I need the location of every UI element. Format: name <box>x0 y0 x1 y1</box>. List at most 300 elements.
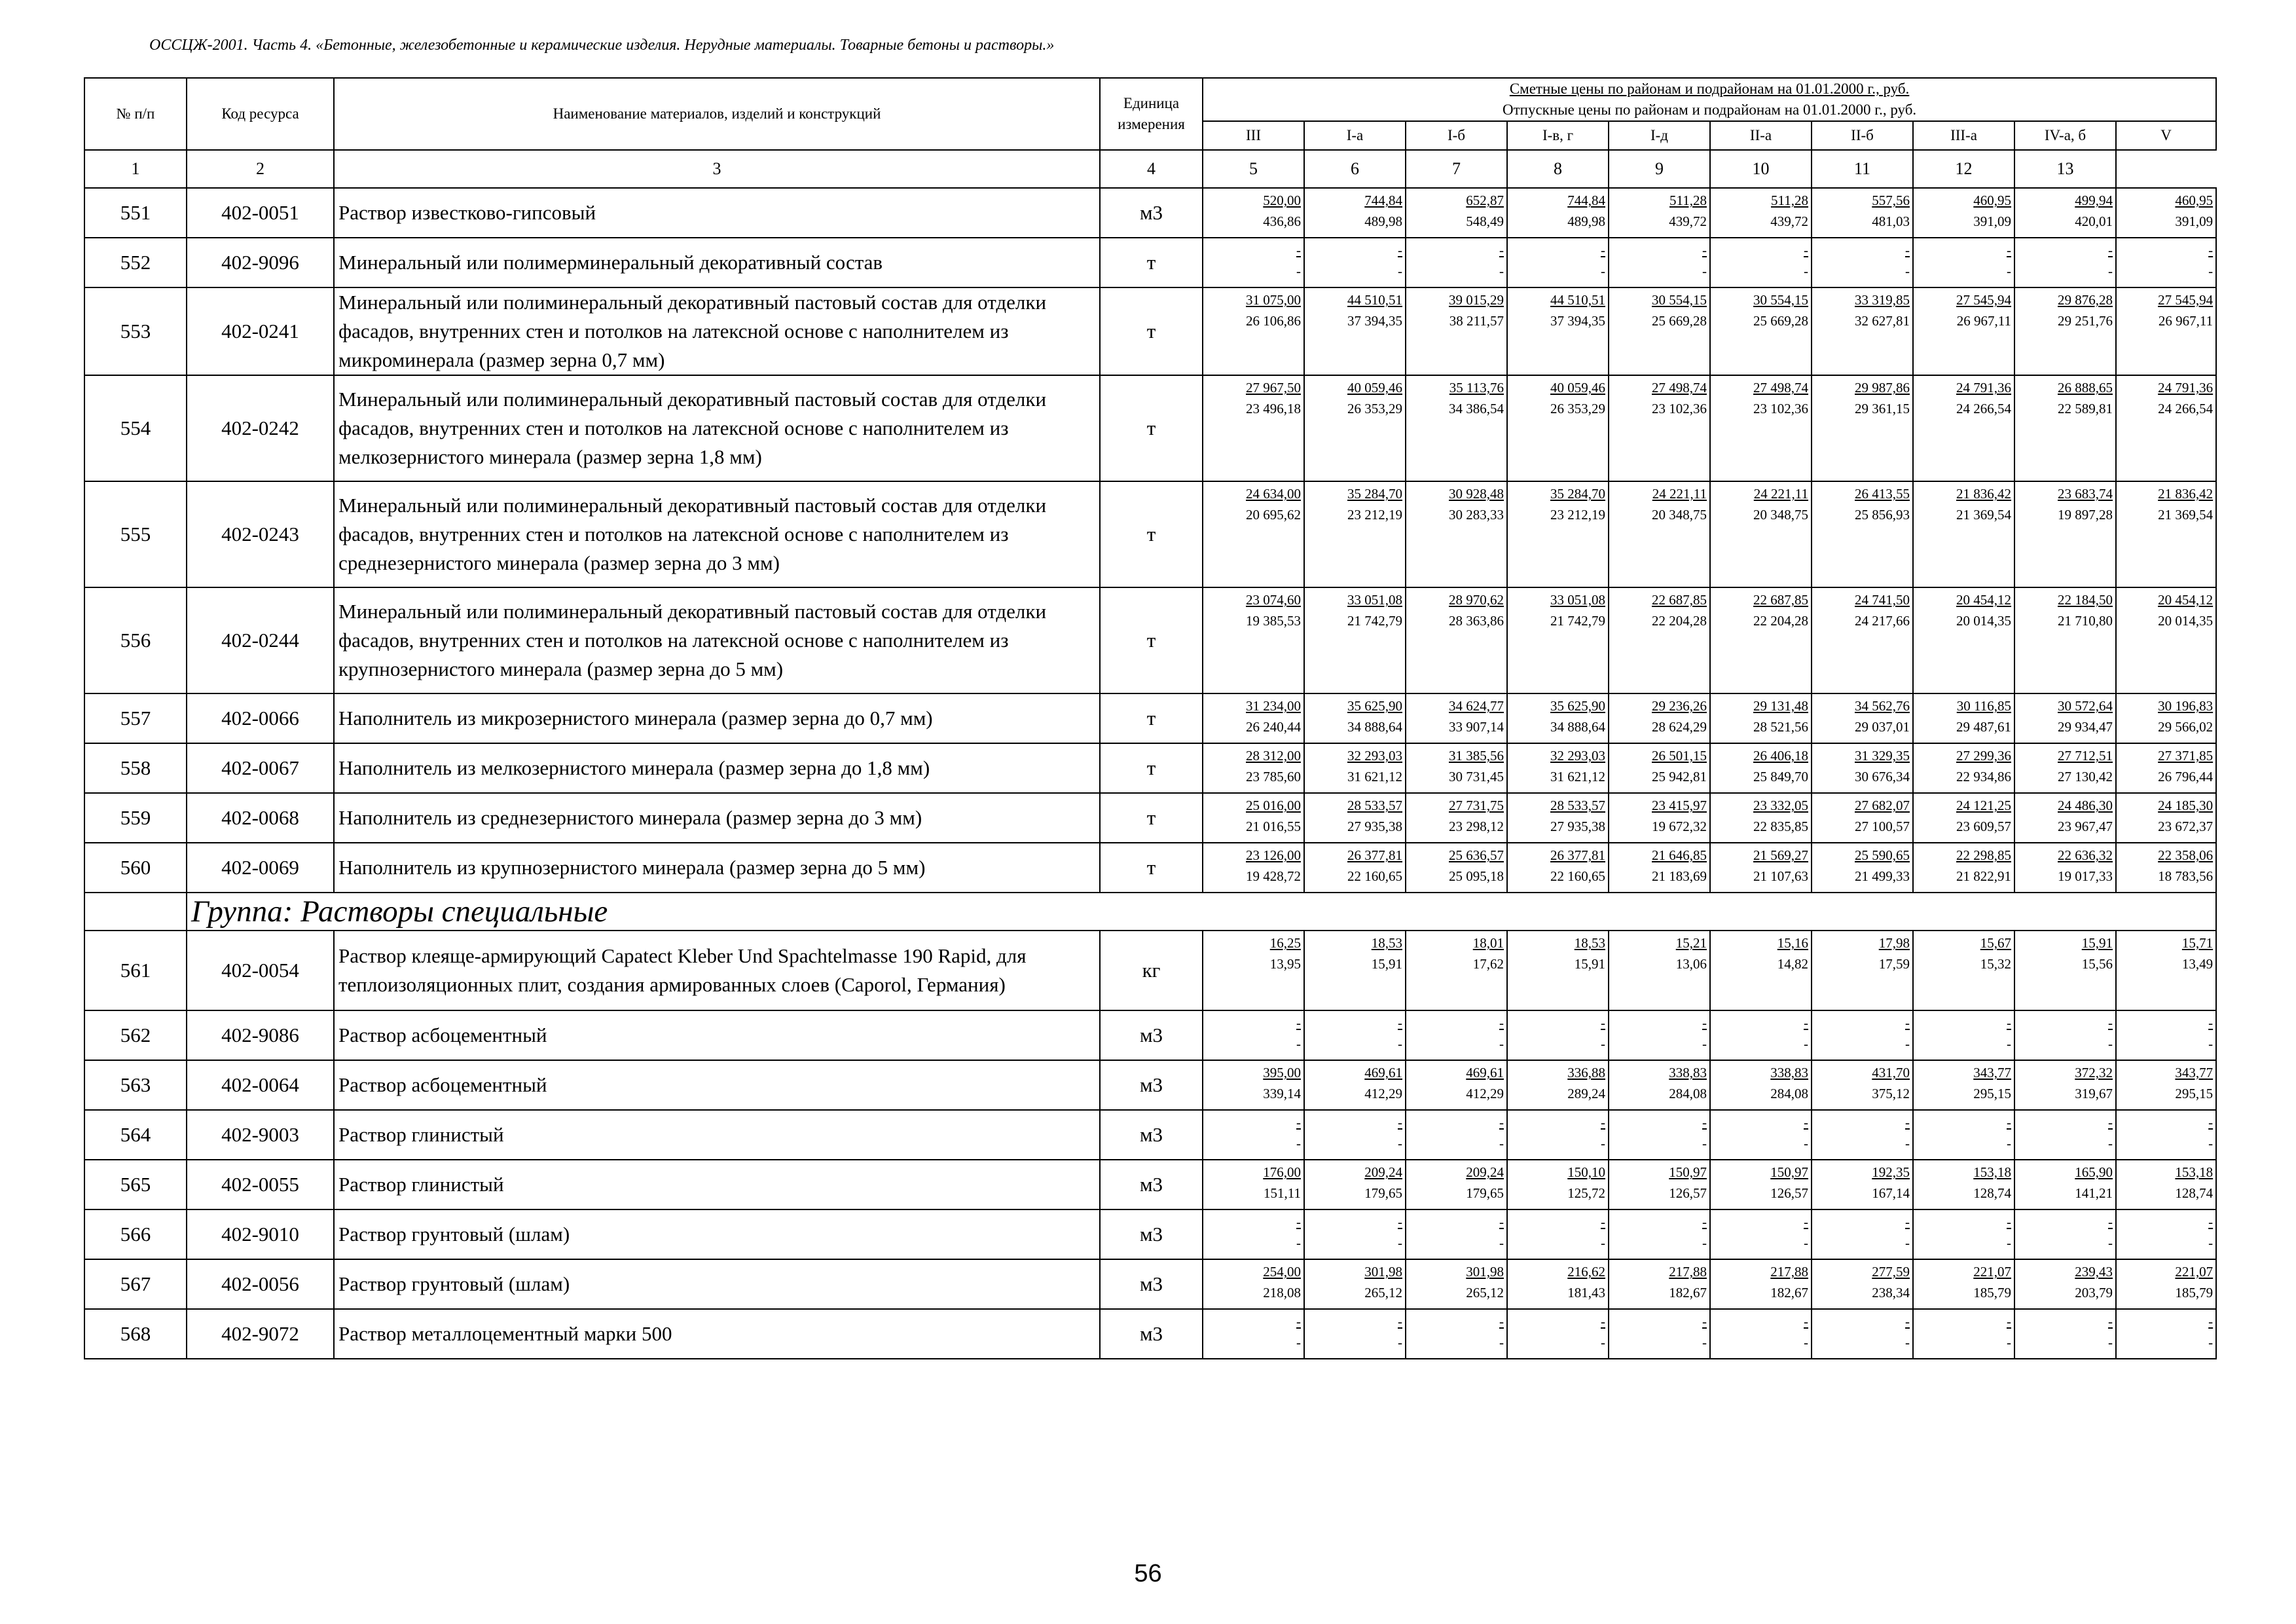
row-number: 561 <box>84 931 187 1010</box>
price-cell <box>1406 693 1507 743</box>
price-cell <box>2014 1259 2116 1309</box>
unit: т <box>1100 843 1203 893</box>
price-cell <box>1507 481 1609 587</box>
estimated-price: - <box>2108 1214 2113 1230</box>
header-region: II-б <box>1812 121 1913 150</box>
price-cell <box>1203 1259 1304 1309</box>
estimated-price: 35 113,76 <box>1449 380 1504 396</box>
estimated-price: 150,97 <box>1770 1164 1808 1180</box>
resource-code: 402-0241 <box>187 287 334 375</box>
release-price: 15,91 <box>1371 956 1402 972</box>
price-cell <box>2116 238 2216 287</box>
price-cell <box>1507 238 1609 287</box>
price-cell <box>1304 931 1406 1010</box>
price-cell <box>1304 793 1406 843</box>
estimated-price: 24 121,25 <box>1956 798 2011 813</box>
estimated-price: 15,16 <box>1777 935 1808 951</box>
estimated-price: 26 377,81 <box>1550 847 1605 863</box>
material-name: Наполнитель из микрозернистого минерала (размер зерна до 0,7 мм) <box>334 693 1100 743</box>
release-price: 319,67 <box>2075 1086 2113 1101</box>
release-price: 23 496,18 <box>1246 401 1301 416</box>
material-name: Раствор известково-гипсовый <box>334 188 1100 238</box>
table-row <box>84 1160 2216 1209</box>
header-region: I-а <box>1304 121 1406 150</box>
estimated-price: 27 967,50 <box>1246 380 1301 396</box>
row-number: 551 <box>84 188 187 238</box>
release-price: 218,08 <box>1263 1285 1301 1301</box>
release-price: - <box>1601 1235 1605 1251</box>
price-cell <box>1406 238 1507 287</box>
price-cell <box>1304 1110 1406 1160</box>
estimated-price: - <box>1905 1214 1910 1230</box>
release-price: 26 353,29 <box>1550 401 1605 416</box>
price-cell <box>1507 931 1609 1010</box>
price-cell <box>1609 587 1710 693</box>
price-cell <box>1406 1010 1507 1060</box>
release-price: - <box>1296 263 1301 279</box>
estimated-price: 28 312,00 <box>1246 748 1301 764</box>
estimated-price: 511,28 <box>1669 193 1707 208</box>
price-cell <box>1203 188 1304 238</box>
release-price: 26 106,86 <box>1246 313 1301 329</box>
estimated-price: 34 624,77 <box>1449 698 1504 714</box>
header-region: I-б <box>1406 121 1507 150</box>
row-number: 557 <box>84 693 187 743</box>
material-name: Минеральный или полиминеральный декоративный пастовый состав для отделки фасадов, внутренних стен и потолков на латексной основе с наполнителем из микроминерала (размер зерна 0,7 мм) <box>334 287 1100 375</box>
estimated-price: - <box>2208 1314 2214 1329</box>
table-row <box>84 1010 2216 1060</box>
material-name: Раствор глинистый <box>334 1160 1100 1209</box>
release-price: - <box>1905 1135 1910 1151</box>
release-price: - <box>2108 1036 2113 1052</box>
estimated-price: 24 221,11 <box>1753 486 1808 502</box>
column-number: 10 <box>1710 150 1812 188</box>
release-price: 20 014,35 <box>2158 613 2214 629</box>
estimated-price: - <box>1601 242 1605 258</box>
release-price: 25 669,28 <box>1652 313 1707 329</box>
release-price: 265,12 <box>1364 1285 1402 1301</box>
price-cell <box>1304 1010 1406 1060</box>
estimated-price: 23 126,00 <box>1246 847 1301 863</box>
price-cell <box>2014 1010 2116 1060</box>
material-name: Наполнитель из крупнозернистого минерала (размер зерна до 5 мм) <box>334 843 1100 893</box>
release-price: 128,74 <box>2175 1185 2214 1201</box>
estimated-price: 26 413,55 <box>1855 486 1910 502</box>
release-price: - <box>2007 1235 2011 1251</box>
estimated-price: 25 590,65 <box>1855 847 1910 863</box>
release-price: - <box>1499 1036 1504 1052</box>
release-price: 22 204,28 <box>1753 613 1808 629</box>
price-cell <box>1913 238 2014 287</box>
price-cell <box>2116 1160 2216 1209</box>
release-price: - <box>1905 1036 1910 1052</box>
release-price: 15,32 <box>1980 956 2011 972</box>
material-name: Раствор клеяще-армирующий Capatect Kleber Und Spachtelmasse 190 Rapid, для теплоизоляционных плит, создания армированных слоев (Caporol, Германия) <box>334 931 1100 1010</box>
release-price: 126,57 <box>1669 1185 1707 1201</box>
price-cell <box>1812 587 1913 693</box>
price-cell <box>1609 375 1710 481</box>
unit: м3 <box>1100 188 1203 238</box>
price-cell <box>1913 1110 2014 1160</box>
release-price: - <box>1398 1335 1402 1350</box>
estimated-price: 20 454,12 <box>1956 592 2011 608</box>
price-cell <box>1609 793 1710 843</box>
release-price: 295,15 <box>2175 1086 2214 1101</box>
estimated-price: 15,71 <box>2181 935 2214 951</box>
price-cell <box>2116 1110 2216 1160</box>
unit: м3 <box>1100 1209 1203 1259</box>
estimated-price: 24 791,36 <box>2158 380 2214 396</box>
release-price: - <box>1499 1135 1504 1151</box>
price-cell <box>1203 693 1304 743</box>
estimated-price: 165,90 <box>2075 1164 2113 1180</box>
price-cell <box>2116 188 2216 238</box>
estimated-price: 26 501,15 <box>1652 748 1707 764</box>
estimated-price: 254,00 <box>1263 1264 1301 1280</box>
release-price: - <box>1296 1335 1301 1350</box>
estimated-price: 23 415,97 <box>1652 798 1707 813</box>
table-row <box>84 693 2216 743</box>
estimated-price: 21 836,42 <box>1956 486 2011 502</box>
price-cell <box>1203 1160 1304 1209</box>
resource-code: 402-0054 <box>187 931 334 1010</box>
resource-code: 402-0066 <box>187 693 334 743</box>
table-row <box>84 188 2216 238</box>
row-number: 568 <box>84 1309 187 1359</box>
estimated-price: 18,53 <box>1574 935 1605 951</box>
table-row <box>84 1110 2216 1160</box>
estimated-price: - <box>1499 1115 1504 1130</box>
price-cell <box>1609 843 1710 893</box>
release-price: 265,12 <box>1466 1285 1504 1301</box>
price-cell <box>1507 743 1609 793</box>
estimated-price: - <box>1702 1214 1707 1230</box>
price-cell <box>1507 1010 1609 1060</box>
estimated-price: 30 572,64 <box>2058 698 2113 714</box>
estimated-price: - <box>1499 1314 1504 1329</box>
release-price: 26 240,44 <box>1246 719 1301 735</box>
resource-code: 402-9072 <box>187 1309 334 1359</box>
estimated-price: - <box>2007 1214 2011 1230</box>
estimated-price: 29 131,48 <box>1753 698 1808 714</box>
estimated-price: - <box>1702 1314 1707 1329</box>
release-price: 182,67 <box>1770 1285 1808 1301</box>
release-price: 20 348,75 <box>1753 507 1808 523</box>
header-region: III-а <box>1913 121 2014 150</box>
estimated-price: 21 646,85 <box>1652 847 1707 863</box>
price-cell <box>1609 481 1710 587</box>
unit: т <box>1100 587 1203 693</box>
price-cell <box>1710 1309 1812 1359</box>
price-cell <box>2014 931 2116 1010</box>
estimated-price: - <box>2108 1115 2113 1130</box>
price-cell <box>2014 793 2116 843</box>
price-cell <box>1710 1209 1812 1259</box>
release-price: 21 016,55 <box>1246 819 1301 834</box>
estimated-price: 221,07 <box>2175 1264 2214 1280</box>
release-price: 25 856,93 <box>1855 507 1910 523</box>
estimated-price: - <box>2208 242 2214 258</box>
release-price: - <box>1296 1135 1301 1151</box>
release-price: 126,57 <box>1770 1185 1808 1201</box>
release-price: - <box>1601 1135 1605 1151</box>
estimated-price: 44 510,51 <box>1550 292 1605 308</box>
unit: кг <box>1100 931 1203 1010</box>
estimated-price: 338,83 <box>1770 1065 1808 1080</box>
estimated-price: 23 332,05 <box>1753 798 1808 813</box>
estimated-price: 28 970,62 <box>1449 592 1504 608</box>
price-cell <box>1203 1110 1304 1160</box>
price-cell <box>1203 375 1304 481</box>
release-price: 26 353,29 <box>1347 401 1402 416</box>
price-cell <box>1406 287 1507 375</box>
table-row <box>84 587 2216 693</box>
release-price: 29 037,01 <box>1855 719 1910 735</box>
price-cell <box>1710 843 1812 893</box>
release-price: - <box>2007 1335 2011 1350</box>
release-price: 31 621,12 <box>1347 769 1402 784</box>
price-cell <box>1913 587 2014 693</box>
estimated-price: - <box>2007 242 2011 258</box>
price-cell <box>1203 238 1304 287</box>
estimated-price: 24 741,50 <box>1855 592 1910 608</box>
price-cell <box>2116 743 2216 793</box>
estimated-price: 27 682,07 <box>1855 798 1910 813</box>
price-cell <box>1507 1060 1609 1110</box>
release-price: 17,59 <box>1878 956 1910 972</box>
table-row <box>84 481 2216 587</box>
estimated-price: - <box>1905 242 1910 258</box>
estimated-price: 31 385,56 <box>1449 748 1504 764</box>
release-price: - <box>1601 1036 1605 1052</box>
release-price: 185,79 <box>1973 1285 2011 1301</box>
column-number: 9 <box>1609 150 1710 188</box>
estimated-price: 24 221,11 <box>1652 486 1707 502</box>
estimated-price: - <box>1601 1115 1605 1130</box>
release-price: 30 676,34 <box>1855 769 1910 784</box>
header-prices <box>1203 78 2216 121</box>
price-table <box>84 77 2217 1359</box>
header-region: I-д <box>1609 121 1710 150</box>
table-row <box>84 375 2216 481</box>
price-cell <box>2014 1160 2116 1209</box>
price-cell <box>1913 1160 2014 1209</box>
price-cell <box>1609 743 1710 793</box>
price-cell <box>1507 843 1609 893</box>
price-cell <box>1710 1160 1812 1209</box>
estimated-price: - <box>1905 1015 1910 1031</box>
price-cell <box>1710 587 1812 693</box>
price-cell <box>1203 287 1304 375</box>
price-cell <box>1304 1259 1406 1309</box>
price-cell <box>1913 1060 2014 1110</box>
table-row <box>84 843 2216 893</box>
price-cell <box>1609 1209 1710 1259</box>
price-cell <box>1507 188 1609 238</box>
table-row <box>84 238 2216 287</box>
release-price: 28 624,29 <box>1652 719 1707 735</box>
release-price: - <box>1499 1335 1504 1350</box>
resource-code: 402-9096 <box>187 238 334 287</box>
estimated-price: 33 319,85 <box>1855 292 1910 308</box>
resource-code: 402-0056 <box>187 1259 334 1309</box>
price-cell <box>1406 188 1507 238</box>
resource-code: 402-0067 <box>187 743 334 793</box>
release-price: 412,29 <box>1364 1086 1402 1101</box>
estimated-price: 372,32 <box>2075 1065 2113 1080</box>
price-cell <box>1710 188 1812 238</box>
release-price: - <box>1398 1036 1402 1052</box>
estimated-price: - <box>1804 242 1808 258</box>
release-price: 23 672,37 <box>2158 819 2214 834</box>
release-price: 27 100,57 <box>1855 819 1910 834</box>
release-price: 21 710,80 <box>2058 613 2113 629</box>
estimated-price: 15,91 <box>2081 935 2113 951</box>
resource-code: 402-9086 <box>187 1010 334 1060</box>
estimated-price: - <box>2108 242 2113 258</box>
price-cell <box>1406 931 1507 1010</box>
estimated-price: 216,62 <box>1567 1264 1605 1280</box>
header-region: III <box>1203 121 1304 150</box>
page-number: 56 <box>1134 1560 1162 1587</box>
column-number: 13 <box>2014 150 2116 188</box>
price-cell <box>1913 287 2014 375</box>
table-row <box>84 287 2216 375</box>
release-price: - <box>2108 1335 2113 1350</box>
estimated-price: 16,25 <box>1269 935 1301 951</box>
release-price: 33 907,14 <box>1449 719 1504 735</box>
estimated-price: 30 554,15 <box>1652 292 1707 308</box>
estimated-price: 27 731,75 <box>1449 798 1504 813</box>
estimated-price: 21 569,27 <box>1753 847 1808 863</box>
estimated-price: 221,07 <box>1973 1264 2011 1280</box>
release-price: 289,24 <box>1567 1086 1605 1101</box>
price-cell <box>2116 1259 2216 1309</box>
material-name: Наполнитель из мелкозернистого минерала (размер зерна до 1,8 мм) <box>334 743 1100 793</box>
header-region: IV-а, б <box>2014 121 2116 150</box>
release-price: - <box>1905 263 1910 279</box>
release-price: - <box>2108 1135 2113 1151</box>
unit: м3 <box>1100 1259 1203 1309</box>
release-price: 37 394,35 <box>1550 313 1605 329</box>
material-name: Минеральный или полиминеральный декоративный пастовый состав для отделки фасадов, внутренних стен и потолков на латексной основе с наполнителем из среднезернистого минерала (размер зерна до 3 мм) <box>334 481 1100 587</box>
resource-code: 402-0242 <box>187 375 334 481</box>
estimated-price: - <box>1296 242 1301 258</box>
price-cell <box>1203 1209 1304 1259</box>
estimated-price: - <box>1804 1214 1808 1230</box>
estimated-price: - <box>1398 242 1402 258</box>
group-row <box>84 893 2216 931</box>
estimated-price: 30 116,85 <box>1956 698 2011 714</box>
estimated-price: - <box>1601 1314 1605 1329</box>
estimated-price: 30 196,83 <box>2158 698 2214 714</box>
estimated-price: 24 486,30 <box>2058 798 2113 813</box>
column-number: 4 <box>1100 150 1203 188</box>
price-cell <box>1406 1060 1507 1110</box>
price-cell <box>2116 375 2216 481</box>
price-cell <box>1507 375 1609 481</box>
column-number: 11 <box>1812 150 1913 188</box>
estimated-price: 15,67 <box>1980 935 2011 951</box>
estimated-price: 209,24 <box>1364 1164 1402 1180</box>
estimated-price: 39 015,29 <box>1449 292 1504 308</box>
price-cell <box>1710 287 1812 375</box>
release-price: 412,29 <box>1466 1086 1504 1101</box>
price-cell <box>1203 481 1304 587</box>
estimated-price: 33 051,08 <box>1550 592 1605 608</box>
material-name: Минеральный или полиминеральный декоративный пастовый состав для отделки фасадов, внутренних стен и потолков на латексной основе с наполнителем из крупнозернистого минерала (размер зерна до 5 мм) <box>334 587 1100 693</box>
estimated-price: 40 059,46 <box>1347 380 1402 396</box>
resource-code: 402-9003 <box>187 1110 334 1160</box>
release-price: - <box>1905 1235 1910 1251</box>
estimated-price: - <box>1702 242 1707 258</box>
estimated-price: - <box>1499 1015 1504 1031</box>
estimated-price: 217,88 <box>1770 1264 1808 1280</box>
table-row <box>84 1060 2216 1110</box>
price-cell <box>1507 1309 1609 1359</box>
estimated-price: 22 358,06 <box>2158 847 2214 863</box>
price-cell <box>1812 481 1913 587</box>
release-price: - <box>2208 1335 2214 1350</box>
estimated-price: 343,77 <box>2175 1065 2214 1080</box>
estimated-price: - <box>1499 1214 1504 1230</box>
release-price: - <box>1905 1335 1910 1350</box>
release-price: - <box>1398 1235 1402 1251</box>
resource-code: 402-0243 <box>187 481 334 587</box>
price-cell <box>1609 1259 1710 1309</box>
estimated-price: 27 545,94 <box>1956 292 2011 308</box>
price-cell <box>1913 1209 2014 1259</box>
release-price: 22 589,81 <box>2058 401 2113 416</box>
estimated-price: - <box>1296 1015 1301 1031</box>
release-price: 27 935,38 <box>1550 819 1605 834</box>
estimated-price: 30 928,48 <box>1449 486 1504 502</box>
price-cell <box>1812 693 1913 743</box>
price-cell <box>2014 1060 2116 1110</box>
estimated-price: 20 454,12 <box>2158 592 2214 608</box>
estimated-price: 431,70 <box>1872 1065 1910 1080</box>
price-cell <box>1609 1309 1710 1359</box>
price-cell <box>1812 188 1913 238</box>
price-cell <box>1812 1060 1913 1110</box>
release-price: - <box>1804 263 1808 279</box>
release-price: 179,65 <box>1364 1185 1402 1201</box>
price-cell <box>1304 238 1406 287</box>
price-cell <box>1507 1259 1609 1309</box>
estimated-price: 40 059,46 <box>1550 380 1605 396</box>
price-cell <box>1304 843 1406 893</box>
price-cell <box>1609 188 1710 238</box>
price-cell <box>1913 793 2014 843</box>
estimated-price: 24 634,00 <box>1246 486 1301 502</box>
release-price: 26 796,44 <box>2158 769 2214 784</box>
release-price: 21 499,33 <box>1855 868 1910 884</box>
price-cell <box>2116 1209 2216 1259</box>
release-price: 22 204,28 <box>1652 613 1707 629</box>
estimated-price: 15,21 <box>1675 935 1707 951</box>
unit: т <box>1100 375 1203 481</box>
price-cell <box>1812 1259 1913 1309</box>
estimated-price: 31 329,35 <box>1855 748 1910 764</box>
estimated-price: 27 299,36 <box>1956 748 2011 764</box>
unit: т <box>1100 743 1203 793</box>
estimated-price: 29 876,28 <box>2058 292 2113 308</box>
release-price: - <box>2208 263 2214 279</box>
row-number: 563 <box>84 1060 187 1110</box>
release-price: 38 211,57 <box>1449 313 1504 329</box>
row-number: 558 <box>84 743 187 793</box>
price-cell <box>1812 287 1913 375</box>
